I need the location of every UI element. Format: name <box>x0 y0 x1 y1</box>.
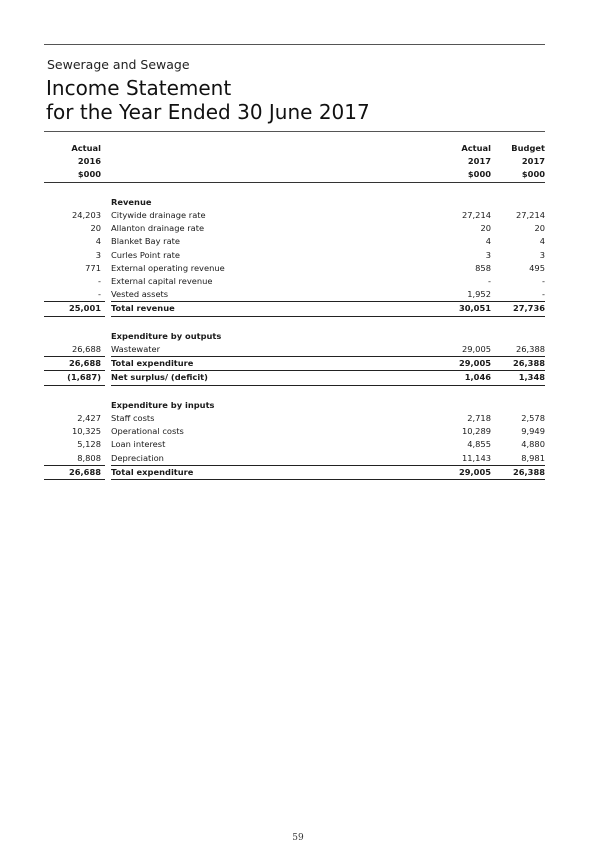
section-heading-outputs <box>44 330 545 343</box>
col-budget-year: 2017 <box>521 156 545 167</box>
total-expenditure-row: 26,688 Total expenditure 29,005 26,388 <box>44 357 545 371</box>
table-row: 8,808 Depreciation 11,143 8,981 <box>77 452 545 463</box>
table-row: 2,427 Staff costs 2,718 2,578 <box>77 413 545 424</box>
section-heading: Expenditure by outputs <box>111 330 222 341</box>
page-title: Income Statement <box>46 76 232 100</box>
income-statement-table <box>44 142 545 480</box>
revenue-rows <box>44 209 545 316</box>
column-header-row <box>44 155 545 168</box>
section-heading-inputs <box>44 399 545 412</box>
top-rule <box>44 44 545 45</box>
document-subtitle: Sewerage and Sewage <box>47 57 190 72</box>
col-actual-label: Actual <box>461 143 491 153</box>
table-row: 20 Allanton drainage rate 20 20 <box>90 223 545 234</box>
total-revenue-row: 25,001 Total revenue 30,051 27,736 <box>44 302 545 316</box>
total-expenditure-inputs-row: 26,688 Total expenditure 29,005 26,388 <box>44 465 545 479</box>
table-row: 771 External operating revenue 858 495 <box>85 262 545 273</box>
title-rule <box>44 131 545 132</box>
col-prior-year: 2016 <box>77 156 101 167</box>
table-row: 10,325 Operational costs 10,289 9,949 <box>71 426 545 437</box>
page-title-period: for the Year Ended 30 June 2017 <box>46 100 370 124</box>
table-row: 5,128 Loan interest 4,855 4,880 <box>77 439 545 450</box>
inputs-section <box>44 385 545 479</box>
table-row: 4 Blanket Bay rate 4 4 <box>95 236 545 247</box>
table-row: - Vested assets 1,952 - <box>98 289 545 300</box>
section-heading: Revenue <box>111 196 152 207</box>
page-number: 59 <box>292 833 304 843</box>
col-budget-unit: $000 <box>491 168 545 182</box>
table-row: - External capital revenue - - <box>98 276 545 287</box>
outputs-section <box>44 316 545 385</box>
section-heading-revenue <box>44 196 545 209</box>
table-row: 24,203 Citywide drainage rate 27,214 27,214 <box>71 210 545 220</box>
col-prior-unit: $000 <box>44 168 105 182</box>
column-header-row <box>44 168 545 182</box>
section-heading: Expenditure by inputs <box>111 399 215 410</box>
col-actual-unit: $000 <box>437 168 491 182</box>
col-prior-label: Actual <box>71 143 101 153</box>
col-actual-year: 2017 <box>467 156 491 167</box>
table-row: 3 Curles Point rate 3 3 <box>95 249 545 260</box>
column-header-row <box>44 142 545 155</box>
table-row: 26,688 Wastewater 29,005 26,388 <box>71 344 545 355</box>
net-surplus-row: (1,687) Net surplus/ (deficit) 1,046 1,348 <box>44 371 545 385</box>
col-budget-label: Budget <box>511 143 545 153</box>
